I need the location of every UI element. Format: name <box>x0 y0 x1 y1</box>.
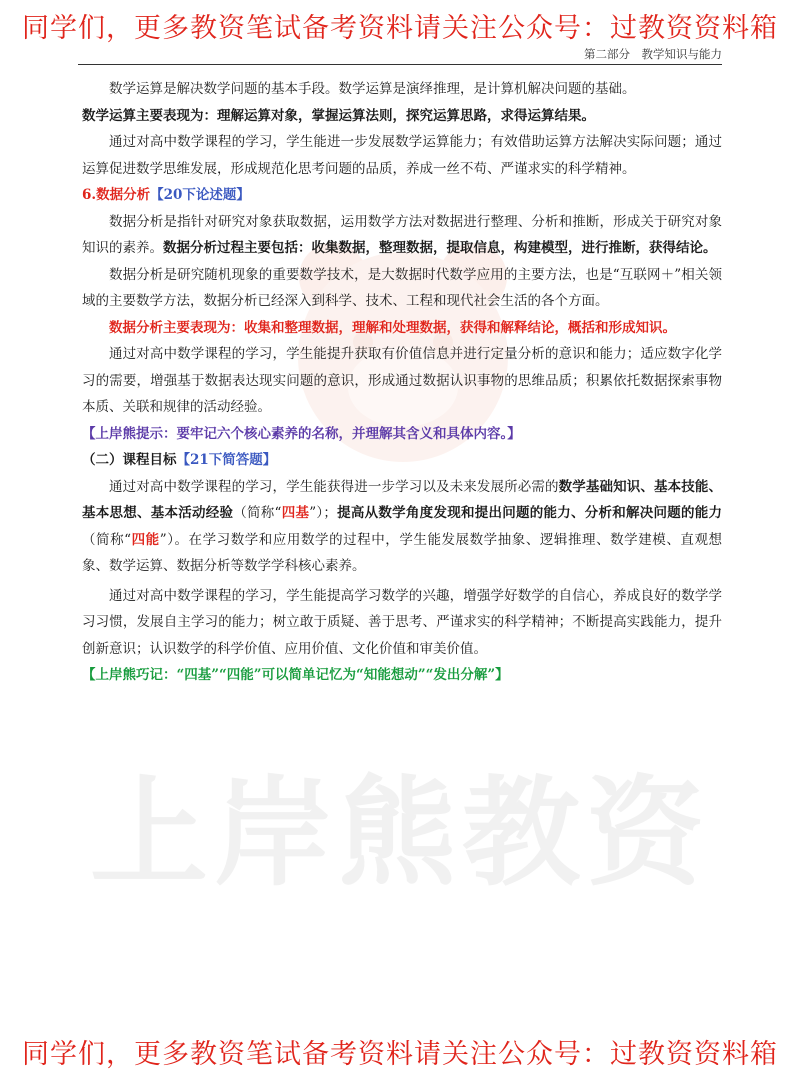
paragraph-text: ”）。在学习数学和应用数学的过程中，学生能发展数学抽象、逻辑推理、数学建模、直观想象、数学运算、数据分析等数学学科核心素养。 <box>82 531 723 574</box>
paragraph-math-operation-manifestation: 数学运算主要表现为：理解运算对象，掌握运算法则，探究运算思路，求得运算结果。 <box>82 107 595 124</box>
paragraph-math-operation-goal: 通过对高中数学课程的学习，学生能进一步发展数学运算能力；有效借助运算方法解决实际问题；通过运算促进数学思维发展，形成规范化思考问题的品质，养成一丝不苟、严谨求实的科学精神。 <box>82 134 722 177</box>
brand-watermark: 上岸熊教资 <box>89 764 710 902</box>
paragraph-bold-text: 数据分析过程主要包括：收集数据，整理数据，提取信息，构建模型，进行推断，获得结论。 <box>163 240 717 256</box>
paragraph-text: （简称“ <box>82 531 132 548</box>
top-promo-banner: 同学们，更多教资笔试备考资料请关注公众号：过教资资料箱 <box>22 13 778 44</box>
tip-memory-trick: 【上岸熊巧记：“四基”“四能”可以简单记忆为“知能想动”“发出分解”】 <box>82 667 509 683</box>
header-divider <box>78 64 722 65</box>
paragraph-data-analysis-role: 数据分析是研究随机现象的重要数学技术，是大数据时代数学应用的主要方法，也是“互联网＋”相关领域的主要数学方法，数据分析已经深入到科学、技术、工程和现代社会生活的各个方面。 <box>82 266 722 309</box>
paragraph-text: 通过对高中数学课程的学习，学生能获得进一步学习以及未来发展所必需的 <box>109 478 559 495</box>
paragraph-text: （简称“ <box>233 505 282 521</box>
paragraph-data-analysis-goal: 通过对高中数学课程的学习，学生能提升获取有价值信息并进行定量分析的意识和能力；适应数字化学习的需要，增强基于数据表达现实问题的意识，形成通过数据认识事物的思维品质；积累依托数据探索事物本质、关联和规律的活动经验。 <box>82 346 722 415</box>
paragraph-text: 数据分析是指针对研究对象获取数据，运用数学方法对数据进行整理、分析和推断，形成关于研究对象知识的素养。 <box>82 213 722 256</box>
exam-tag: 【20下论述题】 <box>150 187 250 203</box>
highlight-four-abilities: 四能 <box>131 531 160 548</box>
document-body <box>82 76 722 689</box>
paragraph-bold-text: 提高从数学角度发现和提出问题的能力、分析和解决问题的能力 <box>336 505 723 521</box>
tip-core-literacy: 【上岸熊提示：要牢记六个核心素养的名称，并理解其含义和具体内容。】 <box>82 425 521 442</box>
bottom-promo-banner: 同学们，更多教资笔试备考资料请关注公众号：过教资资料箱 <box>22 1039 778 1070</box>
heading-data-analysis <box>82 182 722 209</box>
heading-course-goals-title: （二）课程目标 <box>82 452 177 468</box>
paragraph-course-goals <box>82 474 722 580</box>
exam-tag: 【21下简答题】 <box>176 452 277 468</box>
heading-data-analysis-title: 6.数据分析 <box>82 187 151 203</box>
paragraph-math-operation-intro: 数学运算是解决数学问题的基本手段。数学运算是演绎推理，是计算机解决问题的基础。 <box>109 81 636 97</box>
highlight-four-basics: 四基 <box>281 505 310 521</box>
paragraph-bold-text: 数学基础知识、基本技能、基本思想、基本活动经验 <box>82 478 722 521</box>
paragraph-text: ”）； <box>309 505 337 521</box>
paragraph-course-goals-attitude: 通过对高中数学课程的学习，学生能提高学习数学的兴趣，增强学好数学的自信心，养成良好的数学学习习惯，发展自主学习的能力；树立敢于质疑、善于思考、严谨求实的科学精神；不断提高实践能力，提升创新意识；认识数学的科学价值、应用价值、文化价值和审美价值。 <box>82 587 722 657</box>
paragraph-data-analysis-manifestation: 数据分析主要表现为：收集和整理数据，理解和处理数据，获得和解释结论，概括和形成知识。 <box>109 319 676 336</box>
heading-course-goals <box>82 447 722 474</box>
paragraph-data-analysis-definition <box>82 209 722 262</box>
section-label: 第二部分 教学知识与能力 <box>584 47 722 61</box>
